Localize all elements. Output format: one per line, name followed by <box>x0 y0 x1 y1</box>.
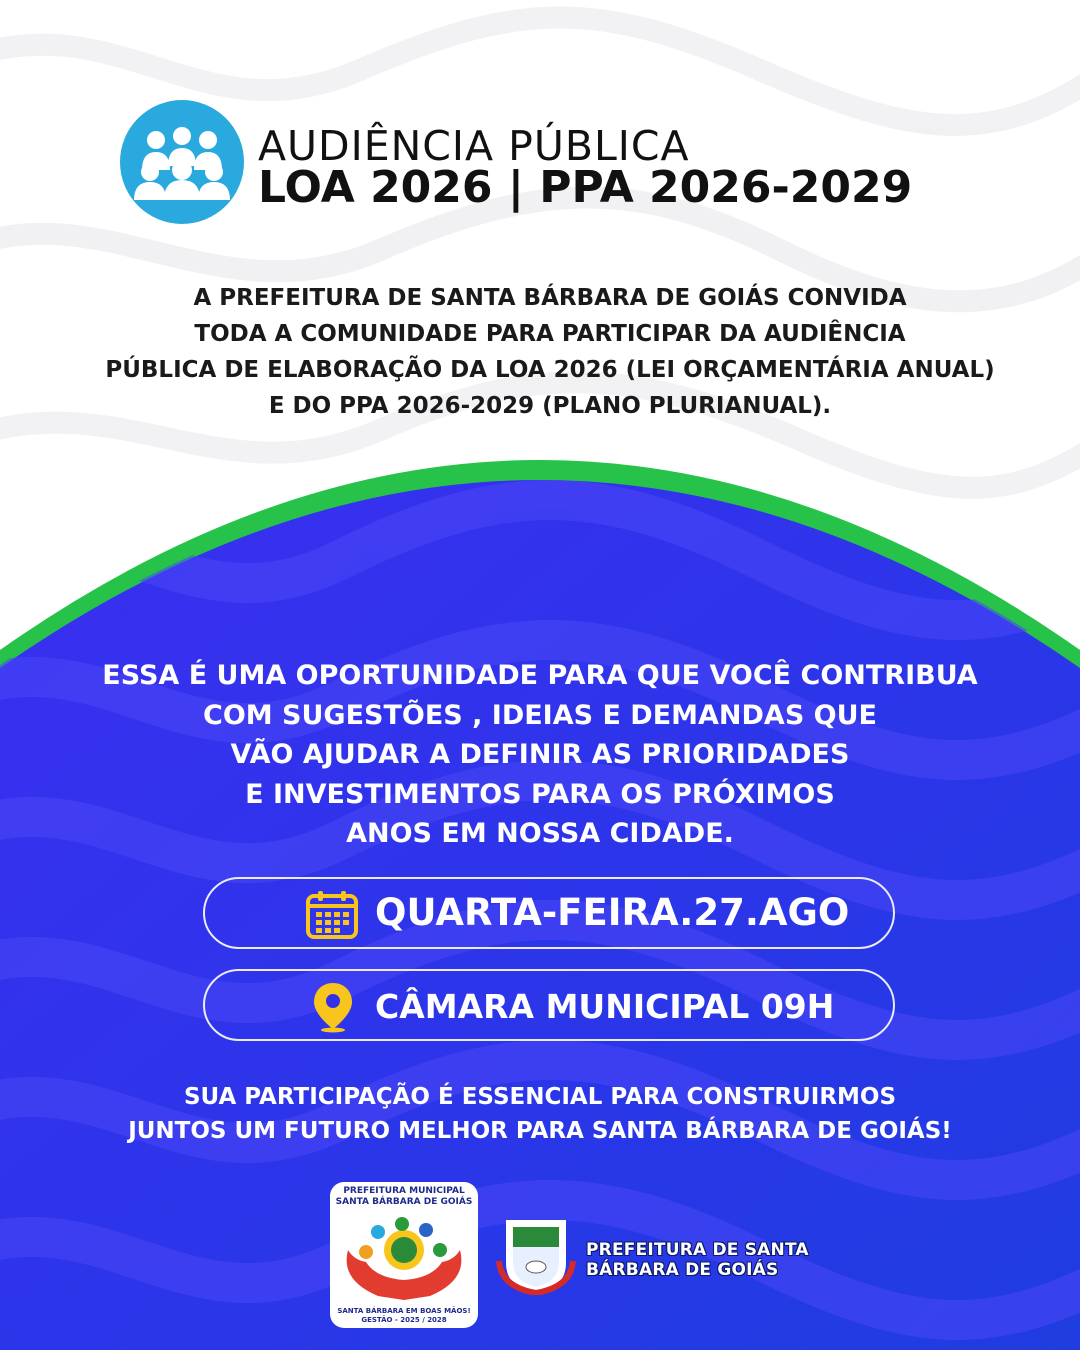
intro-line: E DO PPA 2026-2029 (PLANO PLURIANUAL). <box>268 393 832 419</box>
event-place-pill <box>203 969 895 1041</box>
prefeitura-wordmark <box>586 1240 809 1280</box>
gestao-logo-top-line2: SANTA BÁRBARA DE GOIÁS <box>335 1197 473 1207</box>
opportunity-line: ESSA É UMA OPORTUNIDADE PARA QUE VOCÊ CONTRIBUA <box>102 660 978 691</box>
gestao-logo <box>326 1180 482 1330</box>
header-title: AUDIÊNCIA PÚBLICA <box>258 122 690 170</box>
prefeitura-line2: BÁRBARA DE GOIÁS <box>586 1260 779 1280</box>
brasao-logo <box>495 1217 577 1295</box>
gestao-logo-bottom-line2: GESTÃO - 2025 / 2028 <box>361 1316 447 1324</box>
calendar-icon <box>305 890 359 944</box>
intro-line: TODA A COMUNIDADE PARA PARTICIPAR DA AUDIÊNCIA <box>194 321 906 347</box>
closing-line: SUA PARTICIPAÇÃO É ESSENCIAL PARA CONSTRUIRMOS <box>183 1084 897 1110</box>
header <box>120 100 1020 225</box>
prefeitura-line1: PREFEITURA DE SANTA <box>586 1240 809 1260</box>
event-place: CÂMARA MUNICIPAL 09H <box>375 987 835 1026</box>
opportunity-line: E INVESTIMENTOS PARA OS PRÓXIMOS <box>245 778 835 810</box>
intro-text <box>30 280 1070 424</box>
event-date-pill <box>203 877 895 949</box>
closing-text <box>40 1080 1040 1148</box>
gestao-logo-bottom-line1: SANTA BÁRBARA EM BOAS MÃOS! <box>337 1307 471 1315</box>
closing-line: JUNTOS UM FUTURO MELHOR PARA SANTA BÁRBARA DE GOIÁS! <box>128 1118 952 1144</box>
event-date: QUARTA-FEIRA.27.AGO <box>375 891 850 934</box>
opportunity-line: ANOS EM NOSSA CIDADE. <box>346 818 734 849</box>
header-subtitle: LOA 2026 | PPA 2026-2029 <box>258 162 913 213</box>
gestao-logo-top-line1: PREFEITURA MUNICIPAL <box>343 1186 465 1196</box>
people-group-icon <box>120 100 244 224</box>
intro-line: A PREFEITURA DE SANTA BÁRBARA DE GOIÁS CONVIDA <box>193 285 907 311</box>
opportunity-line: VÃO AJUDAR A DEFINIR AS PRIORIDADES <box>230 739 850 770</box>
location-pin-icon <box>311 981 355 1037</box>
opportunity-text <box>40 656 1040 854</box>
opportunity-line: COM SUGESTÕES , IDEIAS E DEMANDAS QUE <box>203 699 877 731</box>
intro-line: PÚBLICA DE ELABORAÇÃO DA LOA 2026 (LEI ORÇAMENTÁRIA ANUAL) <box>105 357 995 383</box>
